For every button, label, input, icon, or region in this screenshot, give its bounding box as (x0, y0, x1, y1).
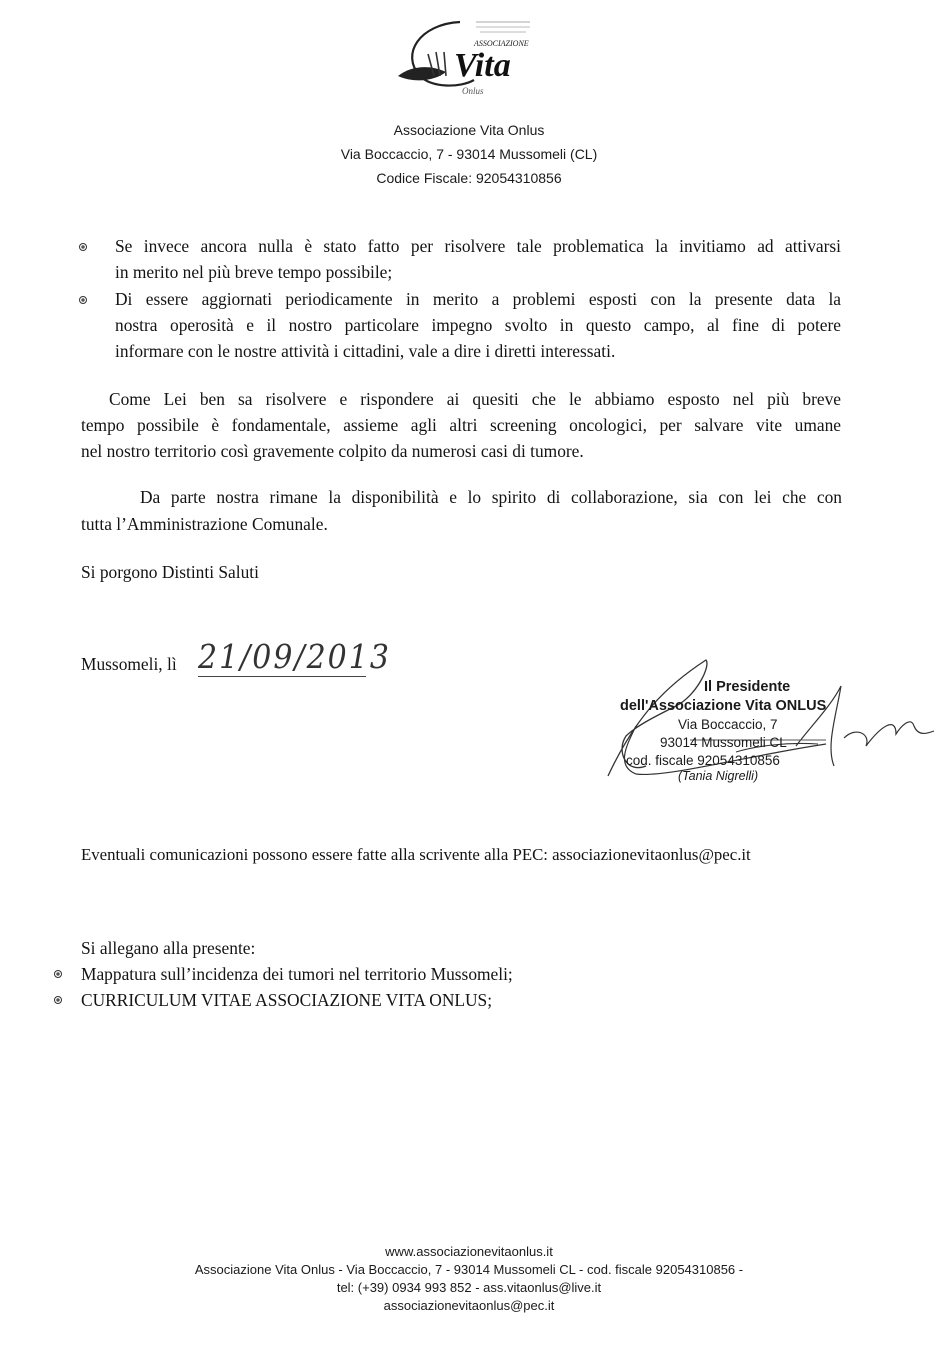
logo-sub-text: Onlus (462, 86, 484, 96)
paragraph-2-line-1: Da parte nostra rimane la disponibilità e lo spirito di collaborazione, sia con lei che con (140, 487, 842, 507)
stamp-tax-code: cod. fiscale 92054310856 (626, 753, 780, 768)
attachment-item-2: CURRICULUM VITAE ASSOCIAZIONE VITA ONLUS; (81, 990, 493, 1010)
footer-contacts: tel: (+39) 0934 993 852 - ass.vitaonlus@live.it (336, 1280, 602, 1295)
footer-details: Associazione Vita Onlus - Via Boccaccio, 7 - 93014 Mussomeli CL - cod. fiscale 92054310856 - (194, 1262, 744, 1277)
logo-graphic-icon (390, 14, 540, 106)
bullet-2-line-3: informare con le nostre attività i cittadini, vale a dire i diretti interessati. (115, 341, 616, 361)
bullet-icon (79, 243, 87, 251)
bullet-icon (79, 296, 87, 304)
paragraph-2-line-2: tutta l’Amministrazione Comunale. (81, 514, 328, 534)
stamp-address: Via Boccaccio, 7 (678, 717, 778, 732)
paragraph-1-line-1: Come Lei ben sa risolvere e rispondere ai quesiti che le abbiamo esposto nel più breve (109, 389, 841, 409)
bullet-icon (54, 996, 62, 1004)
handwritten-date: 21/09/2013 (198, 638, 391, 677)
attachment-item-1: Mappatura sull’incidenza dei tumori nel territorio Mussomeli; (81, 964, 513, 984)
bullet-icon (54, 970, 62, 978)
paragraph-1-line-3: nel nostro territorio così gravemente colpito da numerosi casi di tumore. (81, 441, 584, 461)
bullet-1-line-2: in merito nel più breve tempo possibile; (115, 262, 393, 282)
org-address: Via Boccaccio, 7 - 93014 Mussomeli (CL) (340, 146, 598, 162)
paragraph-1-line-2: tempo possibile è fondamentale, assieme agli altri screening oncologici, per salvare vite umane (81, 415, 841, 435)
bullet-2-line-2: nostra operosità e il nostro particolare impegno svolto in questo campo, al fine di potere (115, 315, 841, 335)
greeting: Si porgono Distinti Saluti (81, 562, 259, 582)
signer-name: (Tania Nigrelli) (678, 769, 759, 783)
footer-pec: associazionevitaonlus@pec.it (383, 1298, 555, 1313)
logo-main-text: Vita (454, 47, 511, 84)
place-date-label: Mussomeli, lì (81, 654, 177, 674)
org-name: Associazione Vita Onlus (393, 122, 545, 138)
bullet-2-line-1: Di essere aggiornati periodicamente in merito a problemi esposti con la presente data la (115, 289, 841, 309)
org-tax-code: Codice Fiscale: 92054310856 (376, 170, 562, 186)
attachments-intro: Si allegano alla presente: (81, 938, 256, 958)
date-underline (198, 676, 366, 677)
association-vita-logo (390, 14, 540, 106)
bullet-1-line-1: Se invece ancora nulla è stato fatto per risolvere tale problematica la invitiamo ad attivarsi (115, 236, 841, 256)
logo-top-text: ASSOCIAZIONE (474, 39, 529, 48)
stamp-title: Il Presidente (704, 679, 791, 695)
footer-website: www.associazionevitaonlus.it (385, 1244, 553, 1259)
communications-note: Eventuali comunicazioni possono essere fatte alla scrivente alla PEC: associazionevitaonlus@pec.it (81, 845, 751, 864)
stamp-city: 93014 Mussomeli CL (660, 735, 787, 750)
signature-stamp (596, 656, 936, 796)
stamp-association: dell'Associazione Vita ONLUS (620, 698, 827, 714)
